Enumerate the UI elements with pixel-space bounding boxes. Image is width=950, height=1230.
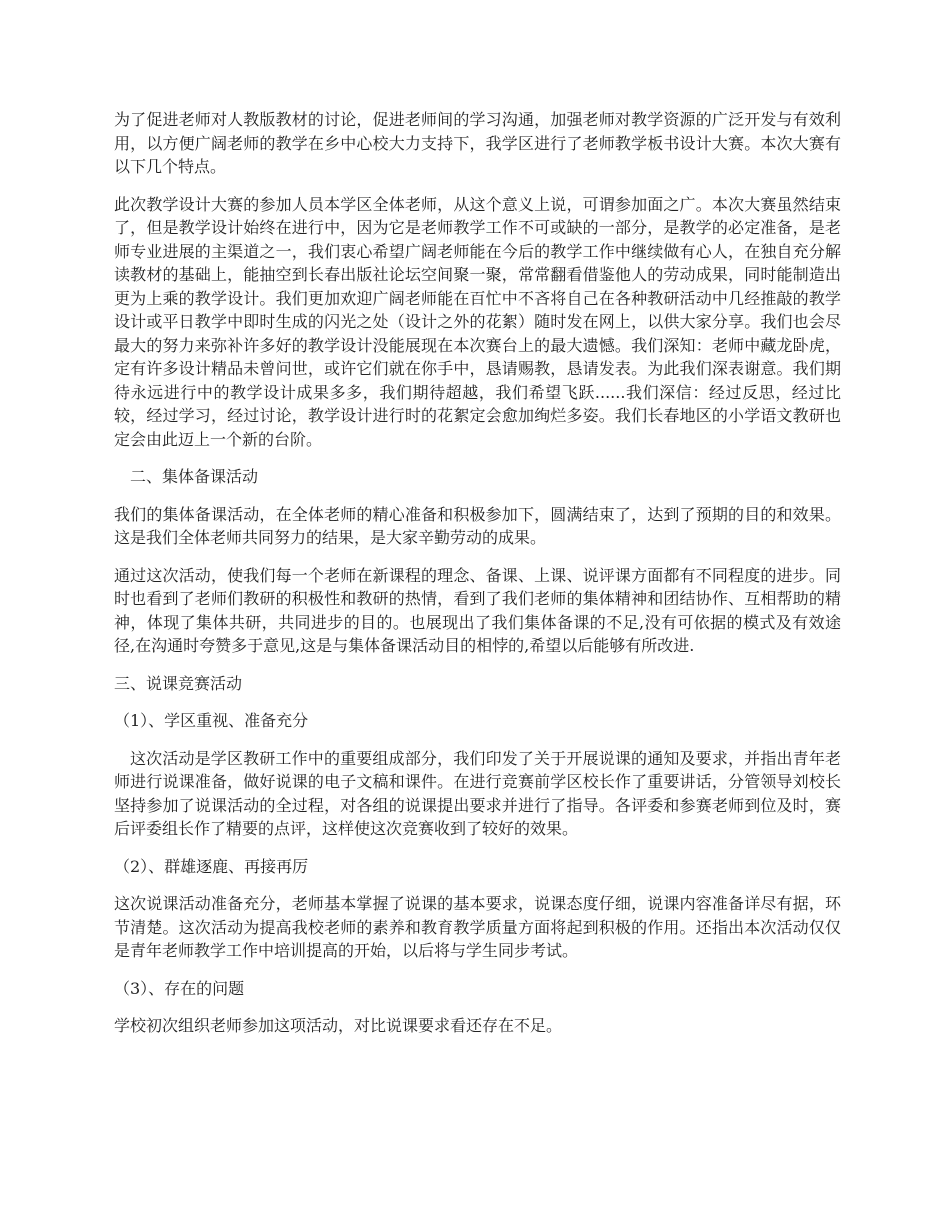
subheading-problems: （3）、存在的问题 [114, 978, 245, 998]
section-heading-lecture-contest: 三、说课竞赛活动 [114, 673, 243, 693]
paragraph-competition: 这次说课活动准备充分，老师基本掌握了说课的基本要求，说课态度仔细，说课内容准备详尽有据，环节清楚。这次活动为提高我校老师的素养和教育教学质量方面将起到积极的作用。还指出本次活动仅仅是青年老师教学工作中培训提高的开始，以后将与学生同步考试。 [114, 894, 841, 960]
subheading-district-attention: （1）、学区重视、准备充分 [114, 711, 309, 730]
section-heading-collective-lesson-prep: 二、集体备课活动 [130, 467, 259, 486]
subheading-competition: （2）、群雄逐鹿、再接再厉 [114, 856, 309, 876]
paragraph-design-contest: 此次教学设计大赛的参加人员本学区全体老师，从这个意义上说，可谓参加面之广。本次大赛虽然结束了，但是教学设计始终在进行中，因为它是老师教学工作不可或缺的一部分，是教学的必定准备，是老师专业进展的主渠道之一，我们衷心希望广阔老师能在今后的教学工作中继续做有心人，在独自充分解读教材的基础上，能抽空到长春出版社论坛空间聚一聚，常常翻看借鉴他人的劳动成果，同时能制造出更为上乘的教学设计。我们更加欢迎广阔老师能在百忙中不吝将自己在各种教研活动中几经推敲的教学设计或平日教学中即时生成的闪光之处（设计之外的花絮）随时发在网上，以供大家分享。我们也会尽最大的努力来弥补许多好的教学设计没能展现在本次赛台上的最大遗憾。我们深知：老师中藏龙卧虎，定有许多设计精品未曾问世，或许它们就在你手中，恳请赐教，恳请发表。为此我们深表谢意。我们期待永远进行中的教学设计成果多多，我们期待超越，我们希望飞跃......我们深信：经过反思，经过比较，经过学习，经过讨论，教学设计进行时的花絮定会愈加绚烂多姿。我们长春地区的小学语文教研也定会由此迈上一个新的台阶。 [114, 194, 841, 449]
paragraph-district-attention: 这次活动是学区教研工作中的重要组成部分，我们印发了关于开展说课的通知及要求，并指出青年老师进行说课准备，做好说课的电子文稿和课件。在进行竞赛前学区校长作了重要讲话，分管领导刘校长坚持参加了说课活动的全过程，对各组的说课提出要求并进行了指导。各评委和参赛老师到位及时，赛后评委组长作了精要的点评，这样使这次竞赛收到了较好的效果。 [114, 748, 841, 838]
paragraph-collective-progress: 通过这次活动，使我们每一个老师在新课程的理念、备课、上课、说评课方面都有不同程度的进步。同时也看到了老师们教研的积极性和教研的热情，看到了我们老师的集体精神和团结协作、互相帮助的精神，体现了集体共研，共同进步的目的。也展现出了我们集体备课的不足,没有可依据的模式及有效途径,在沟通时夸赞多于意见,这是与集体备课活动目的相悖的,希望以后能够有所改进. [114, 565, 841, 655]
paragraph-intro: 为了促进老师对人教版教材的讨论，促进老师间的学习沟通，加强老师对教学资源的广泛开发与有效利用，以方便广阔老师的教学在乡中心校大力支持下，我学区进行了老师教学板书设计大赛。本次大赛有以下几个特点。 [114, 110, 841, 176]
paragraph-problems: 学校初次组织老师参加这项活动，对比说课要求看还存在不足。 [114, 1016, 563, 1035]
document-body [114, 108, 841, 1052]
paragraph-collective-result: 我们的集体备课活动，在全体老师的精心准备和积极参加下，圆满结束了，达到了预期的目的和效果。这是我们全体老师共同努力的结果，是大家辛勤劳动的成果。 [114, 504, 841, 547]
